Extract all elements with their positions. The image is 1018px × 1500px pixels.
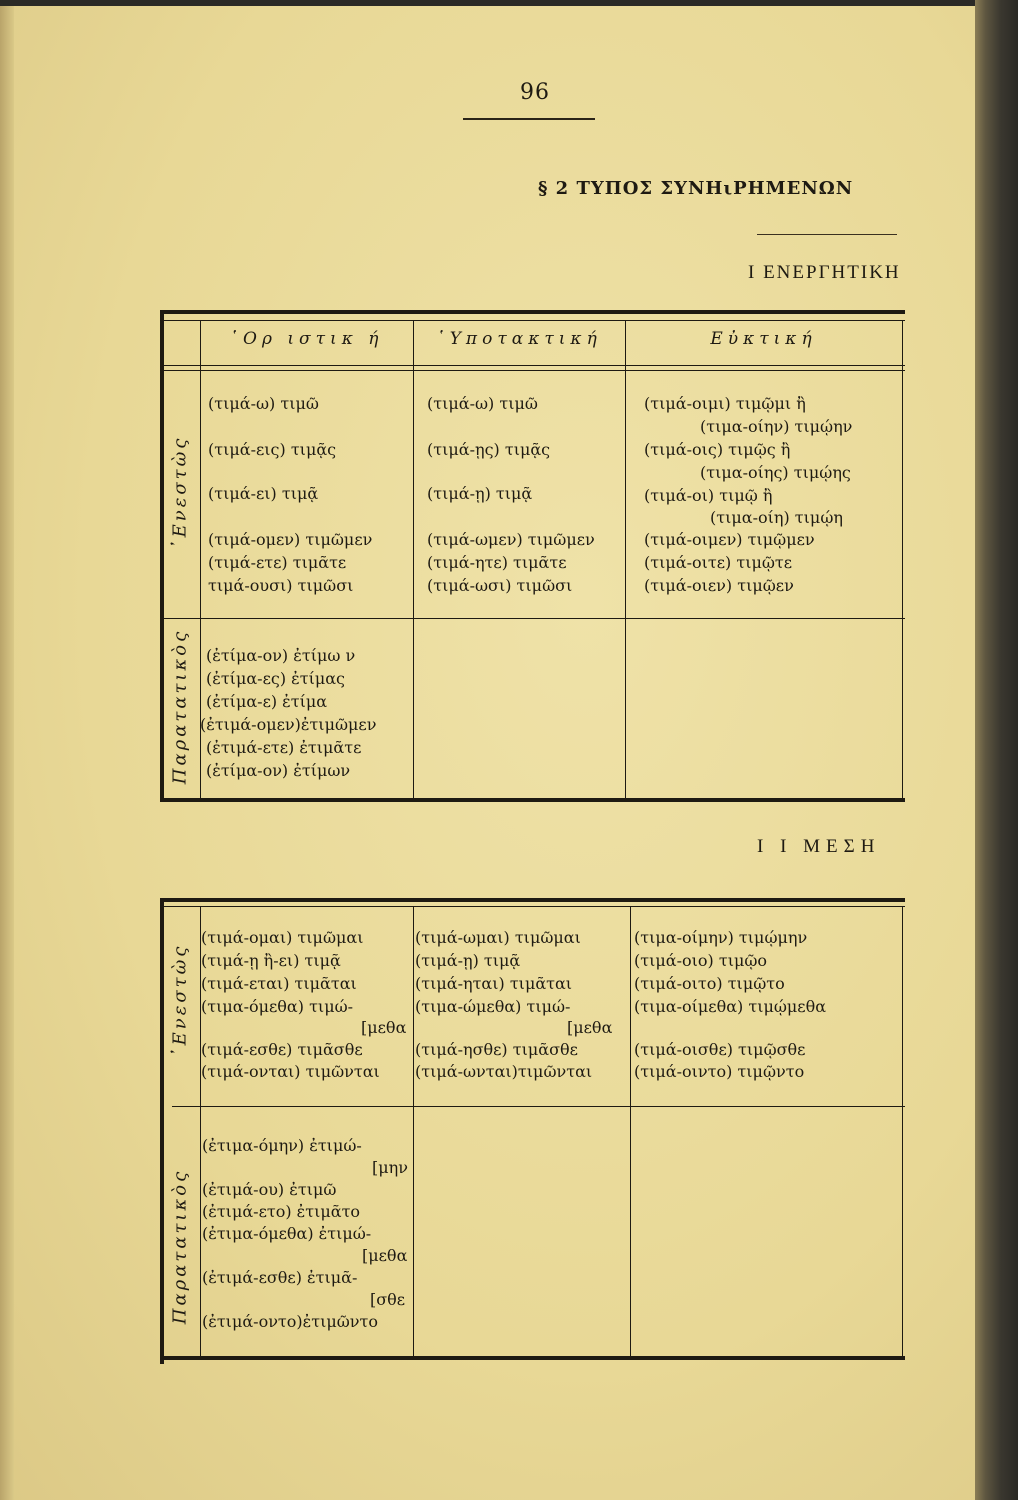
- table-rule: [902, 906, 903, 1356]
- table-rule: [902, 320, 903, 800]
- table-rule: [413, 906, 414, 1356]
- form-line: (τιμά-οιμι) τιμῷμι ἢ: [644, 394, 806, 413]
- form-line: (τιμά-ῃ) τιμᾷ: [415, 951, 521, 970]
- form-line: (τιμα-όμεθα) τιμώ-: [201, 997, 354, 1016]
- book-page: [0, 6, 975, 1500]
- form-line: (τιμά-οιμεν) τιμῷμεν: [644, 530, 815, 549]
- form-line: (τιμά-ετε) τιμᾶτε: [208, 553, 347, 572]
- section-title: § 2 ΤΥΠΟΣ ΣΥΝΗιΡΗΜΕΝΩΝ: [538, 178, 854, 199]
- tense-present: ᾿Ενεστὼς: [169, 435, 191, 550]
- header-optative: Εὐκτική: [710, 329, 817, 349]
- form-line: (τιμά-ῃ) τιμᾷ: [427, 484, 533, 503]
- form-line: (τιμά-ομαι) τιμῶμαι: [201, 928, 364, 947]
- book-edge: [975, 0, 1018, 1500]
- table-rule: [160, 310, 164, 802]
- form-line: (ἐτίμα-ον) ἐτίμω ν: [206, 646, 356, 665]
- form-line: (τιμά-ω) τιμῶ: [208, 394, 319, 413]
- form-line: (τιμά-οιντο) τιμῷντο: [634, 1062, 805, 1081]
- form-line: (τιμά-ῃ ἢ-ει) τιμᾷ: [201, 951, 341, 970]
- table-rule: [413, 320, 414, 800]
- form-line: (τιμά-ῃς) τιμᾷς: [427, 440, 551, 459]
- form-line: (ἐτίμα-ες) ἐτίμας: [206, 669, 346, 688]
- page-left-edge: [0, 6, 14, 1500]
- form-line: (ἐτίμα-ε) ἐτίμα: [206, 692, 328, 711]
- active-voice-title: Ι ΕΝΕΡΓΗΤΙΚΗ: [748, 262, 901, 283]
- form-line: (τιμά-οισθε) τιμῷσθε: [634, 1040, 806, 1059]
- form-line: (ἐτιμα-όμην) ἐτιμώ-: [202, 1136, 362, 1155]
- table-rule: [160, 1356, 905, 1360]
- form-line: (τιμά-οιο) τιμῷο: [634, 951, 768, 970]
- table-rule: [160, 798, 905, 802]
- form-line: (τιμά-ηται) τιμᾶται: [415, 974, 573, 993]
- form-line: (τιμα-οίη) τιμῴη: [710, 508, 843, 527]
- table-rule: [160, 618, 905, 619]
- header-subjunctive: ῾Υποτακτική: [436, 329, 602, 349]
- form-line: (τιμα-οίμεθα) τιμῴμεθα: [634, 997, 827, 1016]
- table-rule: [160, 370, 905, 371]
- form-line: (τιμά-οιτο) τιμῷτο: [634, 974, 785, 993]
- form-line: (ἐτιμά-ετο) ἐτιμᾶτο: [202, 1202, 361, 1221]
- tense-present: ᾿Ενεστὼς: [169, 943, 191, 1058]
- form-line: [μεθα: [361, 1018, 407, 1037]
- form-line: (ἐτιμά-εσθε) ἐτιμᾶ-: [202, 1268, 358, 1287]
- form-line: (τιμά-οιτε) τιμῷτε: [644, 553, 793, 572]
- form-line: (τιμά-οι) τιμῷ ἢ: [644, 486, 773, 505]
- page-number: 96: [520, 80, 550, 105]
- form-line: (τιμά-ωνται)τιμῶνται: [415, 1062, 593, 1081]
- table-rule: [160, 898, 905, 902]
- form-line: (τιμά-ωμεν) τιμῶμεν: [427, 530, 595, 549]
- form-line: (ἐτίμα-ον) ἐτίμων: [206, 761, 351, 780]
- table-rule: [160, 898, 164, 1364]
- form-line: (τιμά-ομεν) τιμῶμεν: [208, 530, 373, 549]
- form-line: [μην: [372, 1158, 408, 1177]
- form-line: (τιμά-ωμαι) τιμῶμαι: [415, 928, 581, 947]
- form-line: (τιμα-οίην) τιμῴην: [700, 417, 853, 436]
- form-line: [σθε: [370, 1290, 406, 1309]
- form-line: (τιμά-εσθε) τιμᾶσθε: [201, 1040, 363, 1059]
- form-line: [μεθα: [567, 1018, 613, 1037]
- form-line: (τιμά-οις) τιμῷς ἢ: [644, 440, 791, 459]
- form-line: (ἐτιμά-ου) ἐτιμῶ: [202, 1180, 337, 1199]
- table-rule: [160, 906, 905, 907]
- form-line: (ἐτιμα-όμεθα) ἐτιμώ-: [202, 1224, 372, 1243]
- form-line: (τιμα-ώμεθα) τιμώ-: [415, 997, 571, 1016]
- form-line: (τιμά-εται) τιμᾶται: [201, 974, 357, 993]
- form-line: (ἐτιμά-οντο)ἐτιμῶντο: [202, 1312, 379, 1331]
- form-line: (τιμά-ονται) τιμῶνται: [201, 1062, 380, 1081]
- form-line: (ἐτιμά-ετε) ἐτιμᾶτε: [206, 738, 362, 757]
- form-line: (τιμά-ωσι) τιμῶσι: [427, 576, 573, 595]
- form-line: τιμά-ουσι) τιμῶσι: [208, 576, 354, 595]
- form-line: (τιμά-ω) τιμῶ: [427, 394, 538, 413]
- table-rule: [160, 365, 905, 366]
- form-line: [μεθα: [362, 1246, 408, 1265]
- middle-voice-title: Ι Ι ΜΕΣΗ: [757, 836, 881, 857]
- form-line: (τιμά-ει) τιμᾷ: [208, 484, 319, 503]
- table-rule: [172, 1106, 905, 1107]
- table-rule: [625, 320, 626, 800]
- form-line: (τιμά-ητε) τιμᾶτε: [427, 553, 567, 572]
- form-line: (τιμά-εις) τιμᾷς: [208, 440, 337, 459]
- table-rule: [160, 320, 905, 321]
- page-number-rule: [463, 118, 595, 120]
- tense-imperfect: Παρατατικὸς: [169, 628, 191, 785]
- header-indicative: ῾Ορ ιστικ ή: [229, 329, 384, 349]
- table-rule: [630, 906, 631, 1356]
- title-rule: [757, 234, 897, 235]
- form-line: (ἐτιμά-ομεν)ἐτιμῶμεν: [200, 715, 377, 734]
- form-line: (τιμα-οίης) τιμῴης: [700, 463, 851, 482]
- table-rule: [160, 310, 905, 314]
- form-line: (τιμα-οίμην) τιμῴμην: [634, 928, 808, 947]
- form-line: (τιμά-ησθε) τιμᾶσθε: [415, 1040, 578, 1059]
- form-line: (τιμά-οιεν) τιμῷεν: [644, 576, 794, 595]
- tense-imperfect: Παρατατικὸς: [169, 1168, 191, 1325]
